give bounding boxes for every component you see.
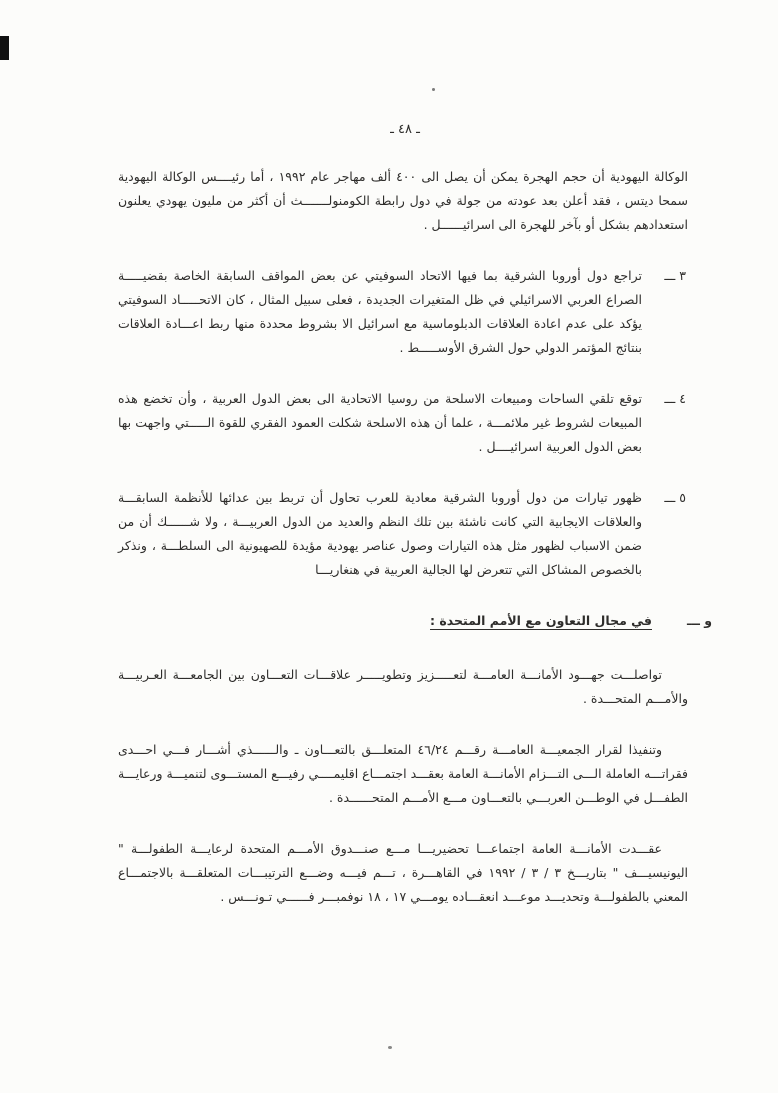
item-text: توقع تلقي الساحات ومبيعات الاسلحة من روسيا الاتحادية الى بعض الدول العربية ، وأن تخضع هذه المبيعات لشروط غير ملائمـــة ، علما أن هذه الاسلحة شكلت العمود الفقري للقوة الـــــتي واجهت بها بعض الدول العربية اسرائيــــل .: [118, 391, 642, 454]
section-heading: [118, 609, 712, 633]
item-text: تراجع دول أوروبا الشرقية بما فيها الاتحاد السوفيتي عن بعض المواقف السابقة الخاصة بقضيـــــة الصراع العربي الاسرائيلي في ظل المتغيرات الجديدة ، فعلى سبيل المثال ، كان الاتحـــــاد السوفيتي يؤكد على عدم اعادة العلاقات الدبلوماسية مع اسرائيل الا بشروط محددة منها ربط اعـــادة العلاقات بنتائج المؤتمر الدولي حول الشرق الأوســـــط .: [118, 268, 642, 355]
body-paragraph: وتنفيذا لقرار الجمعيـــة العامـــة رقـــم ٤٦/٢٤ المتعلـــق بالتعـــاون ـ والــــــذي أشـــار فـــي احـــدى فقراتـــه العاملة الـــى التـــزام الأمانـــة العامة بعقـــد اجتمـــاع اقليمــــي رفيـــع المستـــوى لتنميـــة ورعايـــة الطفـــل في الوطـــن العربـــي بالتعـــاون مـــع الأمـــم المتحــــــدة .: [118, 742, 688, 805]
list-item: [118, 264, 688, 360]
scan-artifact: [0, 36, 9, 60]
section-heading-text: في مجال التعاون مع الأمم المتحدة :: [430, 613, 652, 628]
item-text: ظهور تيارات من دول أوروبا الشرقية معادية للعرب تحاول أن تربط بين عدائها للأنظمة السابقـــة والعلاقات الايجابية التي كانت ناشئة بين تلك النظم والعديد من الدول العربيـــة ، ولا شــــــك أن من ضمن الاسباب لظهور مثل هذه التيارات وصول عناصر يهودية مؤيدة للصهيونية الى السلطـــة ، ونذكر بالخصوص المشاكل التي تتعرض لها الجالية العربية في هنغاريـــا: [118, 490, 642, 577]
scan-speck: [432, 88, 435, 91]
page-number: ـ ٤٨ ـ: [390, 122, 420, 137]
scan-speck: [388, 1046, 392, 1049]
item-marker: ٤ ـــ: [664, 391, 686, 406]
body-paragraph: عقـــدت الأمانـــة العامة اجتماعـــا تحضيريـــا مـــع صنـــدوق الأمـــم المتحدة لرعايـــة الطفولـــة " اليونيسيـــف " بتاريـــخ ٣ / ٣ / ١٩٩٢ في القاهـــرة ، تـــم فيـــه وضـــع الترتيبـــات المتعلقـــة بالاجتمـــاع المعني بالطفولـــة وتحديـــد موعـــد انعقـــاده يومـــي ١٧ ، ١٨ نوفمبـــر فــــــي تـونـــس .: [118, 841, 688, 904]
list-item: [118, 387, 688, 459]
item-marker: ٣ ـــ: [664, 268, 686, 283]
intro-paragraph: الوكالة اليهودية أن حجم الهجرة يمكن أن يصل الى ٤٠٠ ألف مهاجر عام ١٩٩٢ ، أما رئيــــس الوكالة اليهودية سمحا ديتس ، فقد أعلن بعد عودته من جولة في دول رابطة الكومنولـــــــث أن أكثر من مليون يهودي يعلنون استعدادهم بشكل أو بآخر للهجرة الى اسرائيــــــل .: [118, 169, 688, 232]
body-paragraph: تواصلـــت جهـــود الأمانـــة العامـــة لتعـــــزيز وتطويـــــر علاقـــات التعـــاون بين الجامعـــة العـربيـــة والأمـــم المتحـــدة .: [118, 667, 688, 706]
item-marker: ٥ ـــ: [664, 490, 686, 505]
section-marker: و ـــ: [687, 613, 712, 628]
document-body: [118, 165, 712, 936]
list-item: [118, 486, 688, 582]
